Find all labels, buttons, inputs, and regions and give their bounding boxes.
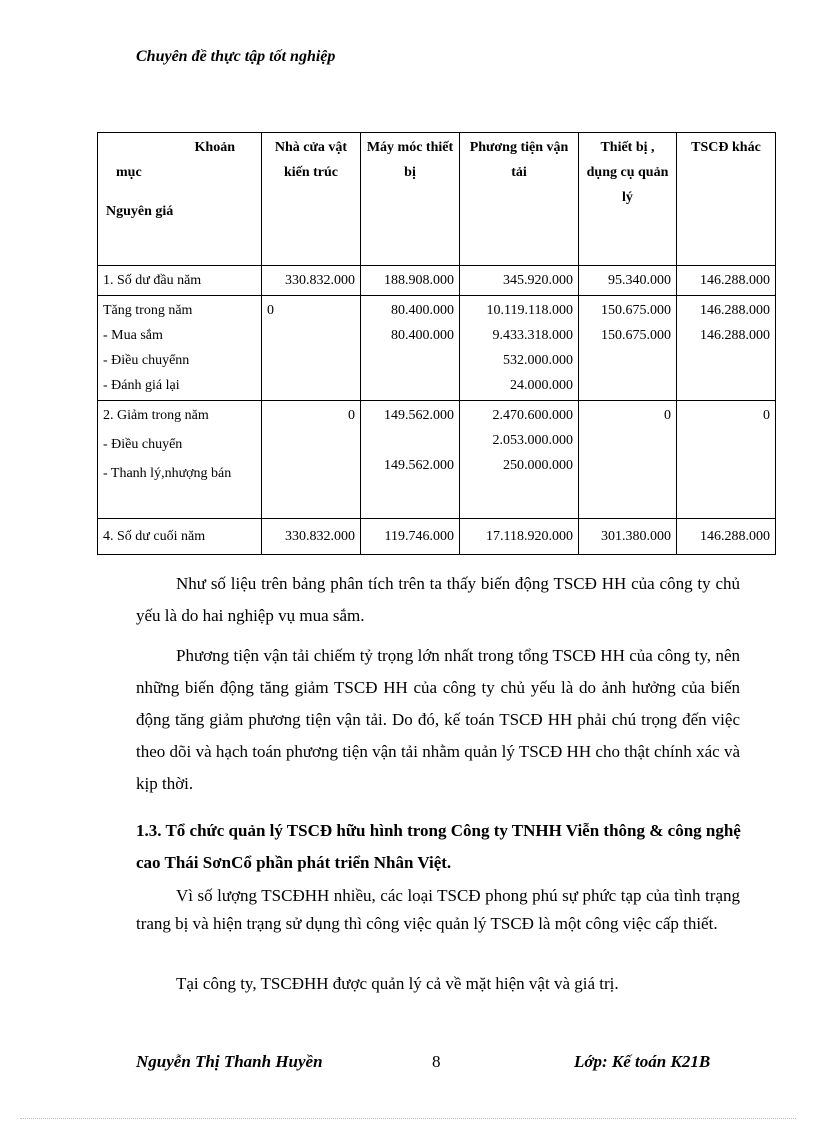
footer-author: Nguyễn Thị Thanh Huyền — [136, 1052, 323, 1071]
table-header-row — [98, 133, 776, 266]
col-header-machinery: Máy móc thiết bị — [361, 133, 460, 266]
row-label: 2. Giảm trong năm — [103, 408, 209, 423]
row-label: Tăng trong năm — [103, 303, 193, 318]
cell-value: 0 — [664, 408, 671, 423]
cell-value: 80.400.000 — [391, 328, 454, 343]
cell — [677, 296, 776, 401]
page-bottom-divider — [20, 1118, 796, 1119]
table-row-closing — [98, 519, 776, 555]
row-label-group — [98, 401, 262, 519]
row-label: - Mua sắm — [103, 328, 163, 343]
cell — [579, 296, 677, 401]
corner-header — [98, 133, 262, 266]
col-header-buildings: Nhà cửa vật kiến trúc — [262, 133, 361, 266]
cell-value: 532.000.000 — [503, 353, 573, 368]
cell-value: 150.675.000 — [601, 328, 671, 343]
cell-value: 2.470.600.000 — [492, 408, 573, 423]
cell — [460, 296, 579, 401]
footer-class: Lớp: Kế toán K21B — [574, 1052, 711, 1071]
cell: 345.920.000 — [460, 266, 579, 296]
cell-value: 150.675.000 — [601, 303, 671, 318]
cell — [262, 401, 361, 519]
cell-value: 0 — [267, 303, 274, 318]
cell-value: 149.562.000 — [384, 408, 454, 423]
fixed-asset-table — [97, 132, 776, 555]
cell: 146.288.000 — [677, 519, 776, 555]
cell-value: 0 — [763, 408, 770, 423]
footer-page-number: 8 — [432, 1052, 441, 1071]
row-label: 4. Số dư cuối năm — [98, 519, 262, 555]
section-heading: 1.3. Tổ chức quản lý TSCĐ hữu hình trong Công ty TNHH Viễn thông & công nghệ cao Thái SơnCổ phần phát triển Nhân Việt. — [136, 821, 741, 872]
cell-value: 146.288.000 — [700, 303, 770, 318]
row-label: 1. Số dư đầu năm — [98, 266, 262, 296]
document-header: Chuyên đề thực tập tốt nghiệp — [136, 48, 336, 65]
cell: 17.118.920.000 — [460, 519, 579, 555]
cell — [460, 401, 579, 519]
cell — [677, 401, 776, 519]
row-label-group — [98, 296, 262, 401]
col-header-equipment: Thiết bị , dụng cụ quản lý — [579, 133, 677, 266]
cell — [361, 401, 460, 519]
cell — [262, 296, 361, 401]
cell: 330.832.000 — [262, 519, 361, 555]
cell-value: 146.288.000 — [700, 328, 770, 343]
col-header-other: TSCĐ khác — [677, 133, 776, 266]
row-label: - Điều chuyểnn — [103, 353, 190, 368]
paragraph-4: Tại công ty, TSCĐHH được quản lý cả về mặt hiện vật và giá trị. — [176, 974, 619, 993]
table-row-opening — [98, 266, 776, 296]
col-header-vehicles: Phương tiện vận tải — [460, 133, 579, 266]
corner-muc: mục — [116, 165, 142, 180]
cell: 119.746.000 — [361, 519, 460, 555]
table-row-increase — [98, 296, 776, 401]
table-row-decrease — [98, 401, 776, 519]
cell-value: 9.433.318.000 — [492, 328, 573, 343]
row-label: - Đánh giá lại — [103, 378, 180, 393]
cell-value: 24.000.000 — [510, 378, 573, 393]
cell-value: 250.000.000 — [503, 458, 573, 473]
row-label: - Thanh lý,nhượng bán — [103, 466, 232, 481]
paragraph-1: Như số liệu trên bảng phân tích trên ta thấy biến động TSCĐ HH của công ty chủ yếu là do hai nghiệp vụ mua sắm. — [136, 574, 740, 625]
cell — [579, 401, 677, 519]
cell: 330.832.000 — [262, 266, 361, 296]
cell-value: 0 — [348, 408, 355, 423]
paragraph-2: Phương tiện vận tải chiếm tỷ trọng lớn nhất trong tổng TSCĐ HH của công ty, nên những biến động tăng giảm TSCĐ HH của công ty chủ yếu là do ảnh hưởng của biến động tăng giảm phương tiện vận tải. Do đó, kế toán TSCĐ HH phải chú trọng đến việc theo dõi và hạch toán phương tiện vận tải nhằm quản lý TSCĐ HH cho thật chính xác và kịp thời. — [136, 646, 740, 793]
cell-value: 80.400.000 — [391, 303, 454, 318]
corner-nguyen-gia: Nguyên giá — [106, 204, 174, 219]
row-label: - Điều chuyển — [103, 437, 183, 452]
corner-khoan: Khoản — [194, 140, 235, 155]
cell: 188.908.000 — [361, 266, 460, 296]
cell-value: 2.053.000.000 — [492, 433, 573, 448]
cell: 146.288.000 — [677, 266, 776, 296]
cell-value: 10.119.118.000 — [486, 303, 573, 318]
cell — [361, 296, 460, 401]
cell-value: 149.562.000 — [384, 458, 454, 473]
paragraph-3: Vì số lượng TSCĐHH nhiều, các loại TSCĐ phong phú sự phức tạp của tình trạng trang bị và hiện trạng sử dụng thì công việc quản lý TSCĐ là một công việc cấp thiết. — [136, 886, 740, 933]
cell: 301.380.000 — [579, 519, 677, 555]
cell: 95.340.000 — [579, 266, 677, 296]
